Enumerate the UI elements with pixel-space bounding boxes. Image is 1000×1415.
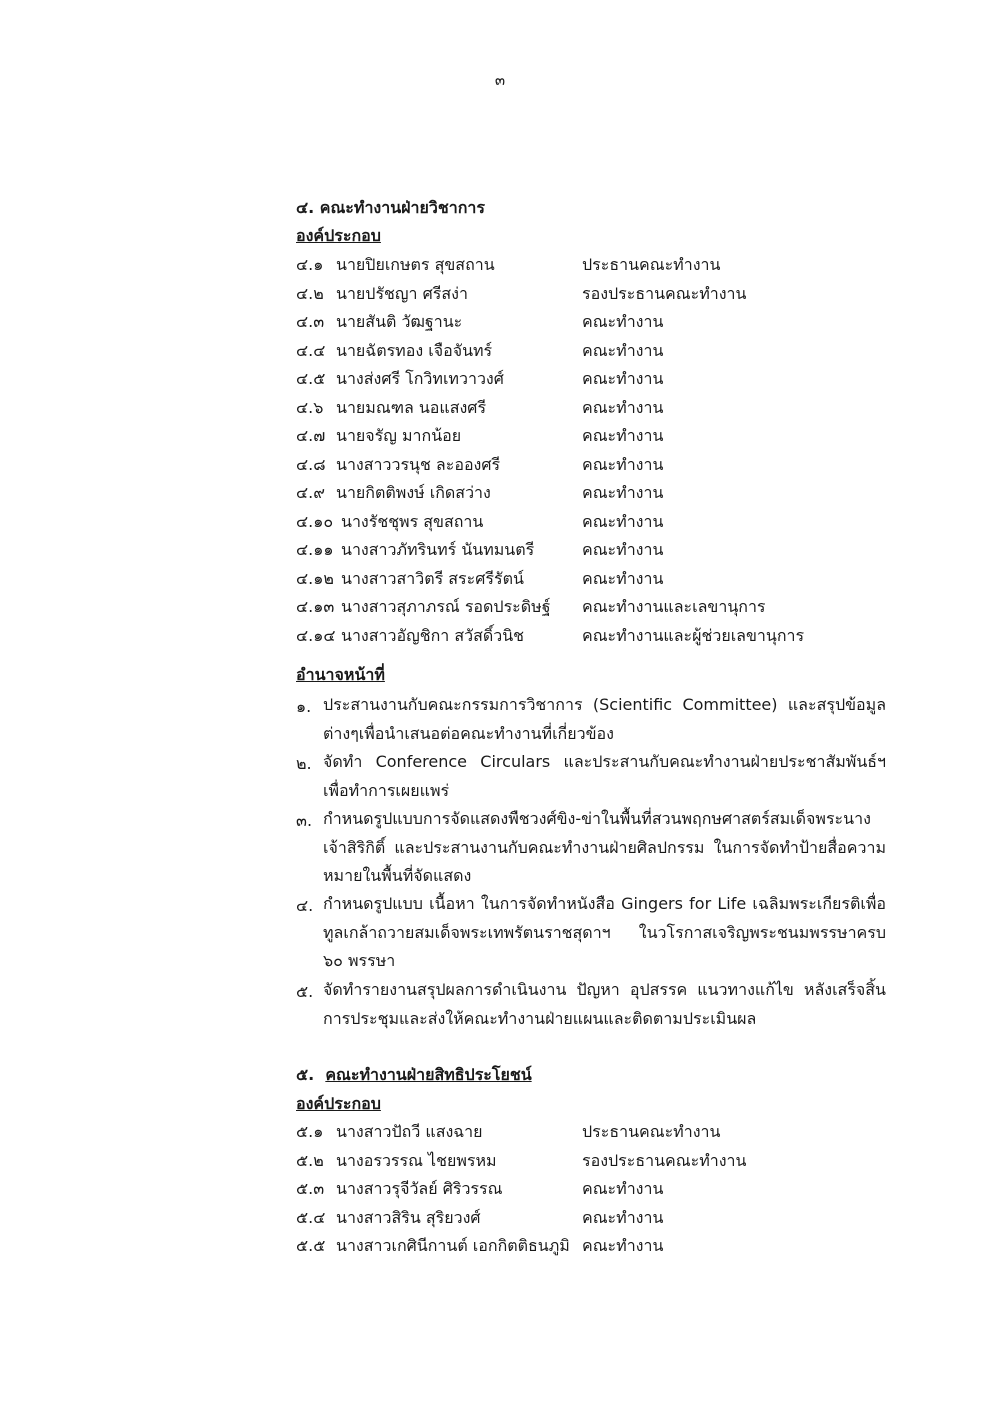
duty-number: ๕. <box>296 982 314 1001</box>
member-name: นางสาวสุภาภรณ์ รอดประดิษฐ์ <box>341 597 551 616</box>
member-name: นายจรัญ มากน้อย <box>336 426 462 445</box>
member-name: นางอรวรรณ ไชยพรหม <box>336 1150 497 1170</box>
member-number: ๔.๗ <box>296 426 326 445</box>
member-row <box>296 339 856 363</box>
member-row <box>296 481 856 505</box>
member-row <box>296 1234 856 1258</box>
member-number: ๔.๑ <box>296 255 324 274</box>
page-number: ๓ <box>494 71 506 89</box>
member-row <box>296 624 856 648</box>
member-role: คณะทำงาน <box>582 511 664 531</box>
member-name: นางสาวสิริน สุริยวงศ์ <box>336 1207 481 1227</box>
member-name: นางสาวสาวิตรี สระศรีรัตน์ <box>341 568 524 588</box>
member-name: นางสาวปัถวี แสงฉาย <box>336 1122 483 1141</box>
member-role: คณะทำงาน <box>582 1207 664 1227</box>
member-row <box>296 510 856 534</box>
member-name: นายกิตติพงษ์ เกิดสว่าง <box>336 483 491 502</box>
member-role: คณะทำงานและเลขานุการ <box>582 597 766 616</box>
duty-text: กำหนดรูปแบบการจัดแสดงพืชวงศ์ขิง-ข่าในพื้นที่สวนพฤกษศาสตร์สมเด็จพระนางเจ้าสิริกิติ์ และประสานงานกับคณะทำงานฝ่ายศิลปกรรม ในการจัดทำป้ายสื่อความหมายในพื้นที่จัดแสดง <box>323 809 886 885</box>
member-name: นางสาววรนุช ละอองศรี <box>336 454 501 474</box>
member-name: นางรัชชุพร สุขสถาน <box>341 511 484 531</box>
member-name: นางส่งศรี โกวิทเทวาวงศ์ <box>336 369 504 388</box>
member-row <box>296 595 856 619</box>
member-role: คณะทำงาน <box>582 1179 664 1198</box>
member-row <box>296 310 856 334</box>
duty-text: ประสานงานกับคณะกรรมการวิชาการ (Scientific Committee) และสรุปข้อมูลต่างๆเพื่อนำเสนอต่อคณะทำงานที่เกี่ยวข้อง <box>323 695 886 743</box>
member-role: ประธานคณะทำงาน <box>582 1122 721 1141</box>
member-name: นายมณฑล นอแสงศรี <box>336 397 487 417</box>
duty-number: ๓. <box>296 811 313 830</box>
member-number: ๕.๔ <box>296 1207 326 1227</box>
member-row <box>296 453 856 477</box>
member-number: ๔.๒ <box>296 283 324 303</box>
member-name: นางสาวรุจีวัลย์ ศิริวรรณ <box>336 1179 503 1198</box>
member-role: รองประธานคณะทำงาน <box>582 1150 747 1170</box>
section4-title: ๔. คณะทำงานฝ่ายวิชาการ <box>296 198 485 217</box>
member-number: ๔.๑๑ <box>296 540 334 559</box>
member-number: ๕.๓ <box>296 1179 325 1198</box>
member-role: คณะทำงาน <box>582 568 664 588</box>
member-name: นายสันติ วัฒฐานะ <box>336 312 463 331</box>
member-role: คณะทำงาน <box>582 454 664 474</box>
member-number: ๔.๘ <box>296 454 326 474</box>
member-row <box>296 282 856 306</box>
member-row <box>296 396 856 420</box>
member-number: ๕.๑ <box>296 1122 324 1141</box>
member-role: คณะทำงานและผู้ช่วยเลขานุการ <box>582 625 805 645</box>
member-number: ๔.๑๐ <box>296 511 334 531</box>
member-row <box>296 1206 856 1230</box>
member-role: คณะทำงาน <box>582 426 664 445</box>
member-number: ๔.๓ <box>296 312 325 331</box>
member-role: คณะทำงาน <box>582 369 664 388</box>
section5-title: คณะทำงานฝ่ายสิทธิประโยชน์ <box>325 1065 532 1084</box>
member-number: ๔.๙ <box>296 483 325 502</box>
member-number: ๔.๕ <box>296 369 326 388</box>
member-role: คณะทำงาน <box>582 397 664 417</box>
member-row <box>296 1149 856 1173</box>
section4-duties-label: อำนาจหน้าที่ <box>296 665 385 684</box>
member-name: นายปิยเกษตร สุขสถาน <box>336 255 495 274</box>
duty-text: จัดทำรายงานสรุปผลการดำเนินงาน ปัญหา อุปสรรค แนวทางแก้ไข หลังเสร็จสิ้นการประชุมและส่งให้คณะทำงานฝ่ายแผนและติดตามประเมินผล <box>323 980 886 1028</box>
duty-number: ๑. <box>296 697 312 716</box>
section5-composition-label: องค์ประกอบ <box>296 1094 381 1113</box>
member-row <box>296 567 856 591</box>
member-name: นายฉัตรทอง เจือจันทร์ <box>336 340 493 360</box>
member-row <box>296 424 856 448</box>
duty-number: ๔. <box>296 896 314 915</box>
member-name: นางสาวอัญชิกา สวัสดิ์วนิช <box>341 625 525 645</box>
duty-text: จัดทำ Conference Circulars และประสานกับคณะทำงานฝ่ายประชาสัมพันธ์ฯ เพื่อทำการเผยแพร่ <box>323 752 886 800</box>
member-role: คณะทำงาน <box>582 340 664 360</box>
member-number: ๔.๖ <box>296 397 324 417</box>
member-role: รองประธานคณะทำงาน <box>582 283 747 303</box>
duty-text: กำหนดรูปแบบ เนื้อหา ในการจัดทำหนังสือ Gingers for Life เฉลิมพระเกียรติเพื่อทูลเกล้าถวายสมเด็จพระเทพรัตนราชสุดาฯ ในวโรกาสเจริญพระชนมพรรษาครบ ๖๐ พรรษา <box>323 894 886 970</box>
member-number: ๔.๔ <box>296 340 326 360</box>
member-number: ๔.๑๒ <box>296 568 334 588</box>
member-number: ๕.๒ <box>296 1150 324 1170</box>
member-number: ๔.๑๓ <box>296 597 335 616</box>
member-role: คณะทำงาน <box>582 312 664 331</box>
duty-number: ๒. <box>296 754 312 773</box>
member-name: นางสาวภัทรินทร์ นันทมนตรี <box>341 540 535 559</box>
member-name: นางสาวเกศินีกานต์ เอกกิตติธนภูมิ <box>336 1236 570 1255</box>
member-number: ๔.๑๔ <box>296 625 336 645</box>
member-row <box>296 538 856 562</box>
member-role: ประธานคณะทำงาน <box>582 255 721 274</box>
section5-heading <box>296 1063 532 1088</box>
member-name: นายปรัชญา ศรีสง่า <box>336 283 468 303</box>
member-role: คณะทำงาน <box>582 1236 664 1255</box>
section5-number: ๕. <box>296 1065 315 1084</box>
section4-composition-label: องค์ประกอบ <box>296 226 381 245</box>
member-role: คณะทำงาน <box>582 540 664 559</box>
member-row <box>296 253 856 277</box>
member-number: ๕.๕ <box>296 1236 326 1255</box>
member-row <box>296 1177 856 1201</box>
member-role: คณะทำงาน <box>582 483 664 502</box>
member-row <box>296 367 856 391</box>
member-row <box>296 1120 856 1144</box>
